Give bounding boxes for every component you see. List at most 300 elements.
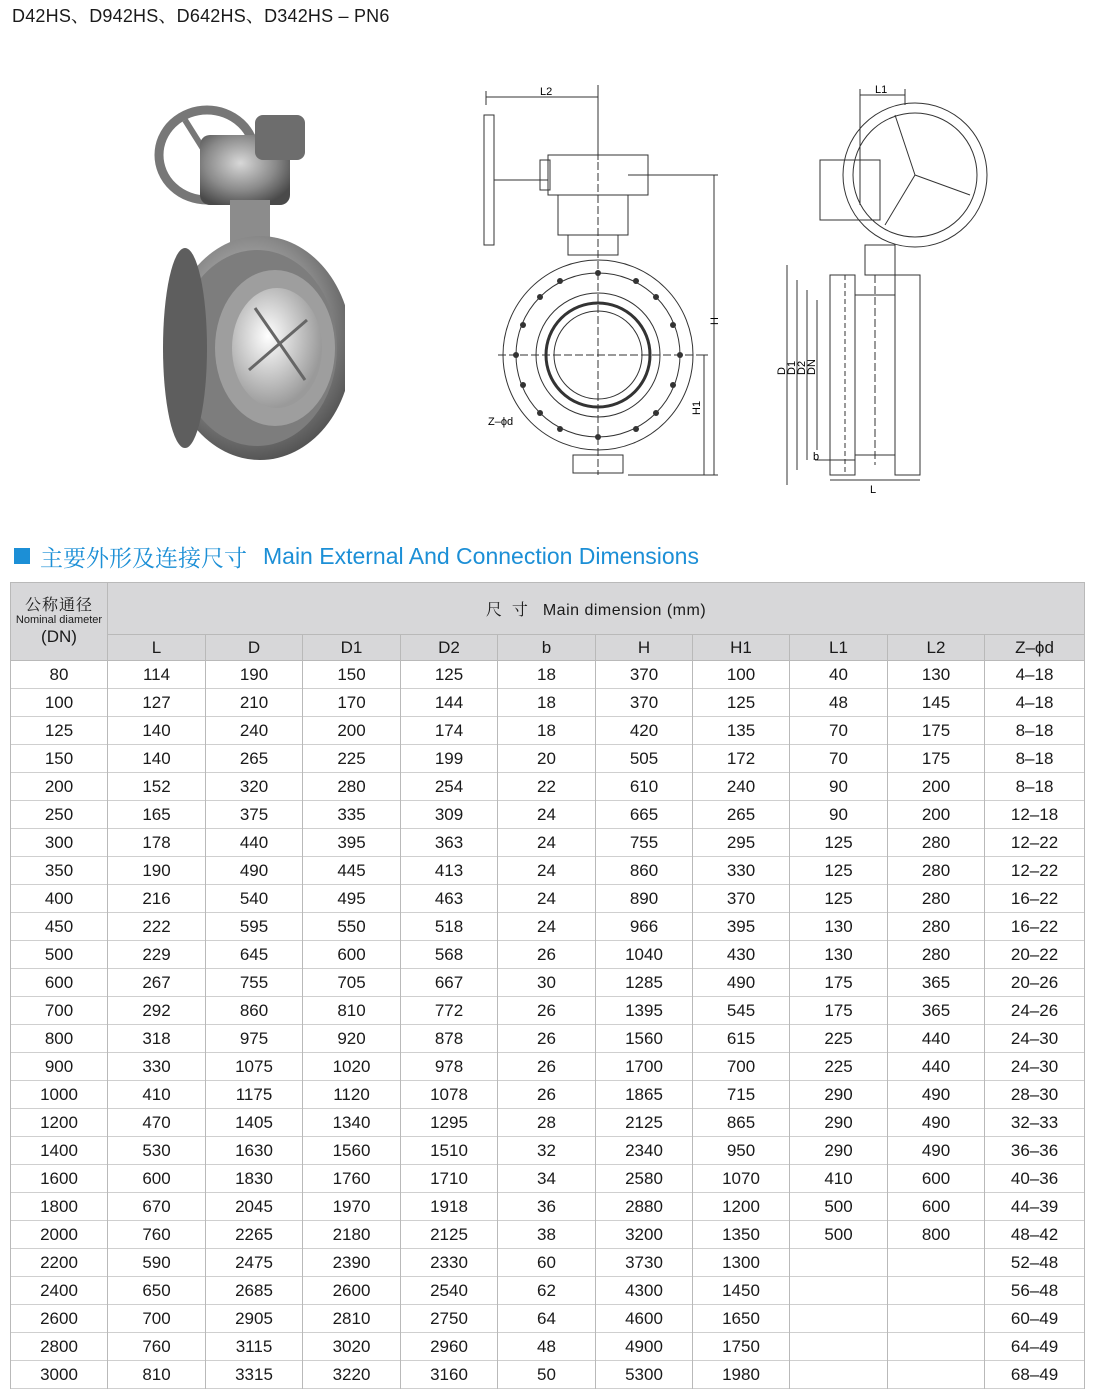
table-row [11,885,1085,913]
table-cell: 665 [596,801,693,829]
table-cell: 950 [693,1137,790,1165]
table-cell: 1630 [206,1137,303,1165]
table-cell: 1300 [693,1249,790,1277]
table-cell: 860 [206,997,303,1025]
table-cell: 225 [303,745,401,773]
table-cell: 2330 [401,1249,498,1277]
table-cell: 445 [303,857,401,885]
table-cell: 1120 [303,1081,401,1109]
table-cell: 12–22 [985,857,1085,885]
table-cell: 290 [790,1109,888,1137]
dn-header [11,583,108,661]
table-cell: 590 [108,1249,206,1277]
table-cell: 1175 [206,1081,303,1109]
table-cell: 2390 [303,1249,401,1277]
table-cell: 495 [303,885,401,913]
table-cell: 240 [206,717,303,745]
table-cell: 550 [303,913,401,941]
table-cell: 50 [498,1361,596,1389]
table-cell: 48 [498,1333,596,1361]
dn-cell: 150 [11,745,108,773]
table-cell: 254 [401,773,498,801]
table-cell: 2600 [303,1277,401,1305]
table-cell: 36 [498,1193,596,1221]
page-title: D42HS、D942HS、D642HS、D342HS – PN6 [12,6,390,26]
column-header: Z–ϕd [985,635,1085,661]
table-cell: 1710 [401,1165,498,1193]
table-cell: 330 [108,1053,206,1081]
column-header: D [206,635,303,661]
table-cell: 4300 [596,1277,693,1305]
table-row [11,773,1085,801]
table-cell: 4–18 [985,661,1085,689]
table-cell: 174 [401,717,498,745]
table-row [11,857,1085,885]
table-cell: 3020 [303,1333,401,1361]
table-cell: 1510 [401,1137,498,1165]
table-cell: 216 [108,885,206,913]
table-cell: 26 [498,1053,596,1081]
table-cell [888,1249,985,1277]
table-cell: 60–49 [985,1305,1085,1333]
table-cell: 26 [498,997,596,1025]
table-cell: 363 [401,829,498,857]
table-cell: 878 [401,1025,498,1053]
table-cell: 26 [498,1081,596,1109]
table-row [11,1333,1085,1361]
table-cell: 2340 [596,1137,693,1165]
dn-cell: 2800 [11,1333,108,1361]
table-cell: 22 [498,773,596,801]
table-cell: 375 [206,801,303,829]
table-cell: 440 [888,1025,985,1053]
table-cell: 24–26 [985,997,1085,1025]
table-cell: 210 [206,689,303,717]
table-cell: 772 [401,997,498,1025]
table-cell: 410 [108,1081,206,1109]
table-cell: 3200 [596,1221,693,1249]
table-cell: 1285 [596,969,693,997]
table-cell: 440 [888,1053,985,1081]
main-dimension-header [108,583,1085,635]
table-cell: 978 [401,1053,498,1081]
table-cell: 90 [790,801,888,829]
table-cell: 200 [888,773,985,801]
table-cell: 2475 [206,1249,303,1277]
table-cell: 890 [596,885,693,913]
table-cell: 240 [693,773,790,801]
table-cell: 600 [888,1193,985,1221]
table-cell: 280 [888,885,985,913]
dimensions-table [10,582,1085,1389]
table-row [11,969,1085,997]
table-cell: 1075 [206,1053,303,1081]
table-cell: 229 [108,941,206,969]
table-cell: 600 [303,941,401,969]
table-cell: 267 [108,969,206,997]
table-row [11,745,1085,773]
table-cell: 12–22 [985,829,1085,857]
table-cell: 370 [693,885,790,913]
dn-cell: 900 [11,1053,108,1081]
table-cell: 650 [108,1277,206,1305]
table-cell: 265 [693,801,790,829]
table-cell: 2125 [596,1109,693,1137]
table-cell: 320 [206,773,303,801]
table-row [11,801,1085,829]
dn-cell: 200 [11,773,108,801]
table-row [11,661,1085,689]
table-cell: 810 [303,997,401,1025]
main-dimension-en: Main dimension (mm) [542,602,707,619]
table-cell: 70 [790,717,888,745]
table-cell: 190 [108,857,206,885]
table-cell: 26 [498,1025,596,1053]
column-header: D1 [303,635,401,661]
table-cell: 2750 [401,1305,498,1333]
label-l1: L1 [875,85,888,96]
label-h1: H1 [691,400,703,415]
table-cell: 865 [693,1109,790,1137]
table-cell: 810 [108,1361,206,1389]
table-cell: 200 [888,801,985,829]
table-cell: 28–30 [985,1081,1085,1109]
table-cell: 199 [401,745,498,773]
table-cell: 68–49 [985,1361,1085,1389]
dn-header-cn: 公称通径 [24,597,93,614]
table-cell [790,1277,888,1305]
table-cell: 265 [206,745,303,773]
table-cell: 1200 [693,1193,790,1221]
table-cell: 1450 [693,1277,790,1305]
table-cell: 125 [790,857,888,885]
table-cell: 440 [206,829,303,857]
table-cell: 395 [693,913,790,941]
table-cell: 920 [303,1025,401,1053]
table-cell: 413 [401,857,498,885]
table-cell: 540 [206,885,303,913]
table-cell: 8–18 [985,773,1085,801]
table-cell: 56–48 [985,1277,1085,1305]
table-cell: 1560 [596,1025,693,1053]
table-cell [888,1277,985,1305]
table-cell [888,1305,985,1333]
table-cell: 38 [498,1221,596,1249]
dn-cell: 1800 [11,1193,108,1221]
table-cell: 48 [790,689,888,717]
table-row [11,913,1085,941]
column-header: L [108,635,206,661]
table-cell: 178 [108,829,206,857]
label-l: L [870,484,877,495]
table-cell: 127 [108,689,206,717]
section-title-cn: 主要外形及连接尺寸 [40,544,247,571]
table-cell: 62 [498,1277,596,1305]
table-cell: 670 [108,1193,206,1221]
table-row [11,1165,1085,1193]
table-cell: 280 [888,941,985,969]
table-cell: 175 [790,969,888,997]
table-cell: 3160 [401,1361,498,1389]
table-cell: 290 [790,1081,888,1109]
table-cell: 280 [888,857,985,885]
dn-cell: 350 [11,857,108,885]
table-cell: 490 [888,1109,985,1137]
table-cell: 60 [498,1249,596,1277]
table-row [11,1053,1085,1081]
table-cell: 18 [498,717,596,745]
table-cell: 30 [498,969,596,997]
table-cell: 800 [888,1221,985,1249]
dn-header-en: Nominal diameter [15,614,103,626]
table-cell: 975 [206,1025,303,1053]
table-cell: 20–22 [985,941,1085,969]
table-cell: 90 [790,773,888,801]
table-cell: 715 [693,1081,790,1109]
dn-cell: 450 [11,913,108,941]
table-cell: 1295 [401,1109,498,1137]
table-cell: 3115 [206,1333,303,1361]
table-cell: 645 [206,941,303,969]
table-row [11,1193,1085,1221]
table-cell [790,1249,888,1277]
column-header: L2 [888,635,985,661]
table-cell: 309 [401,801,498,829]
table-cell [888,1361,985,1389]
table-cell: 3220 [303,1361,401,1389]
table-cell: 545 [693,997,790,1025]
table-cell: 2045 [206,1193,303,1221]
table-cell: 292 [108,997,206,1025]
table-cell: 222 [108,913,206,941]
dn-header-abbr: (DN) [41,627,77,646]
table-cell: 290 [790,1137,888,1165]
table-cell: 330 [693,857,790,885]
table-cell: 24 [498,801,596,829]
table-cell [888,1333,985,1361]
table-cell: 1865 [596,1081,693,1109]
table-cell: 2580 [596,1165,693,1193]
table-cell: 2180 [303,1221,401,1249]
table-row [11,1305,1085,1333]
table-cell [790,1361,888,1389]
table-cell: 8–18 [985,745,1085,773]
table-cell: 2960 [401,1333,498,1361]
table-cell [790,1333,888,1361]
table-cell: 140 [108,745,206,773]
table-cell: 1340 [303,1109,401,1137]
dn-cell: 1400 [11,1137,108,1165]
table-cell: 755 [596,829,693,857]
table-cell: 172 [693,745,790,773]
table-row [11,717,1085,745]
table-cell: 490 [693,969,790,997]
table-cell: 175 [790,997,888,1025]
table-row [11,941,1085,969]
dn-cell: 80 [11,661,108,689]
table-cell: 1405 [206,1109,303,1137]
table-cell: 3730 [596,1249,693,1277]
dn-cell: 2000 [11,1221,108,1249]
table-cell: 1078 [401,1081,498,1109]
table-cell: 1650 [693,1305,790,1333]
table-cell: 140 [108,717,206,745]
table-cell: 165 [108,801,206,829]
dn-cell: 100 [11,689,108,717]
table-cell: 568 [401,941,498,969]
table-cell: 16–22 [985,885,1085,913]
section-heading [14,541,699,571]
table-row [11,689,1085,717]
table-row [11,997,1085,1025]
table-cell: 2810 [303,1305,401,1333]
table-row [11,1277,1085,1305]
table-cell: 2125 [401,1221,498,1249]
table-cell: 600 [108,1165,206,1193]
table-cell: 24–30 [985,1025,1085,1053]
table-cell: 4900 [596,1333,693,1361]
table-cell: 170 [303,689,401,717]
table-cell: 1350 [693,1221,790,1249]
table-cell: 26 [498,941,596,969]
table-cell: 24 [498,885,596,913]
table-cell: 130 [888,661,985,689]
table-cell: 24 [498,829,596,857]
valve-photo [145,80,345,465]
table-cell: 1980 [693,1361,790,1389]
table-cell: 24–30 [985,1053,1085,1081]
dn-cell: 250 [11,801,108,829]
dn-cell: 400 [11,885,108,913]
table-cell: 64–49 [985,1333,1085,1361]
column-header: H1 [693,635,790,661]
dn-cell: 2600 [11,1305,108,1333]
table-cell: 28 [498,1109,596,1137]
front-view-drawing [478,85,740,485]
table-cell: 152 [108,773,206,801]
table-cell: 490 [206,857,303,885]
table-cell: 2265 [206,1221,303,1249]
dn-cell: 800 [11,1025,108,1053]
dn-cell: 3000 [11,1361,108,1389]
table-cell: 1830 [206,1165,303,1193]
table-cell: 1040 [596,941,693,969]
table-cell: 145 [888,689,985,717]
table-cell: 280 [303,773,401,801]
table-cell: 175 [888,717,985,745]
table-cell: 2905 [206,1305,303,1333]
dn-cell: 125 [11,717,108,745]
table-cell: 64 [498,1305,596,1333]
table-cell: 295 [693,829,790,857]
table-cell: 595 [206,913,303,941]
table-cell: 1700 [596,1053,693,1081]
table-cell: 24 [498,913,596,941]
table-cell: 70 [790,745,888,773]
table-cell: 420 [596,717,693,745]
dn-cell: 500 [11,941,108,969]
table-cell: 114 [108,661,206,689]
table-cell: 144 [401,689,498,717]
table-cell: 755 [206,969,303,997]
table-row [11,1221,1085,1249]
table-cell: 125 [790,885,888,913]
table-cell: 1070 [693,1165,790,1193]
table-cell: 1760 [303,1165,401,1193]
table-cell: 365 [888,997,985,1025]
label-z-phi-d: Z–ϕd [488,416,514,428]
table-cell: 700 [108,1305,206,1333]
table-cell: 130 [790,941,888,969]
side-view-drawing [775,85,1000,495]
table-cell: 34 [498,1165,596,1193]
table-cell: 335 [303,801,401,829]
dn-cell: 2200 [11,1249,108,1277]
dn-cell: 1000 [11,1081,108,1109]
dn-cell: 1600 [11,1165,108,1193]
column-header: D2 [401,635,498,661]
column-header: H [596,635,693,661]
table-cell: 463 [401,885,498,913]
label-d: D [776,367,788,375]
label-d1: D1 [786,360,798,375]
table-cell: 518 [401,913,498,941]
table-cell: 1395 [596,997,693,1025]
table-cell: 32 [498,1137,596,1165]
label-dn: DN [806,359,818,375]
table-cell: 4600 [596,1305,693,1333]
table-cell: 1020 [303,1053,401,1081]
table-cell: 1970 [303,1193,401,1221]
table-cell: 150 [303,661,401,689]
table-cell: 500 [790,1193,888,1221]
label-d2: D2 [796,360,808,375]
table-row [11,1249,1085,1277]
table-cell: 200 [303,717,401,745]
table-cell: 125 [693,689,790,717]
dn-cell: 1200 [11,1109,108,1137]
table-cell: 370 [596,689,693,717]
table-cell: 12–18 [985,801,1085,829]
table-cell: 175 [888,745,985,773]
table-cell: 470 [108,1109,206,1137]
table-cell: 280 [888,829,985,857]
table-cell: 395 [303,829,401,857]
table-cell: 24 [498,857,596,885]
table-cell: 2540 [401,1277,498,1305]
table-row [11,1137,1085,1165]
label-b: b [813,451,820,463]
dn-cell: 2400 [11,1277,108,1305]
table-cell: 615 [693,1025,790,1053]
label-l2: L2 [540,86,553,98]
table-cell: 610 [596,773,693,801]
table-cell: 32–33 [985,1109,1085,1137]
table-cell: 3315 [206,1361,303,1389]
section-title-en: Main External And Connection Dimensions [263,542,699,569]
table-row [11,1081,1085,1109]
table-cell: 700 [693,1053,790,1081]
table-cell: 410 [790,1165,888,1193]
column-header: L1 [790,635,888,661]
main-dimension-cn: 尺寸 [485,602,538,619]
table-cell: 40 [790,661,888,689]
table-cell: 760 [108,1221,206,1249]
label-h: H [709,317,721,325]
table-cell: 44–39 [985,1193,1085,1221]
table-cell: 1560 [303,1137,401,1165]
table-cell: 370 [596,661,693,689]
